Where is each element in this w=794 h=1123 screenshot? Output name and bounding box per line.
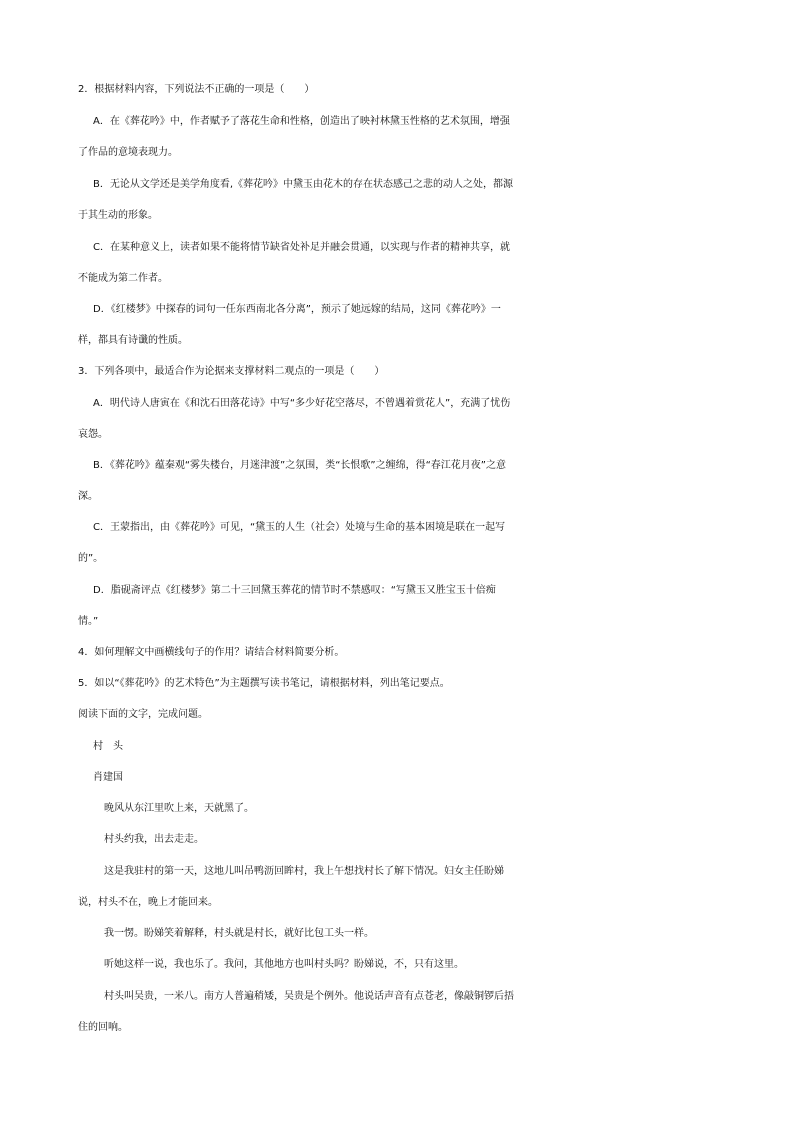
- q2-option-d: D．《红楼梦》中探春的词句一任东西南北各分离”，预示了她远嫁的结局，这同《葬花吟》一: [93, 304, 501, 315]
- q4-stem: 4．如何理解文中画横线句子的作用？请结合材料简要分析。: [78, 647, 345, 658]
- story-paragraph-6-cont: 住的回响。: [78, 1022, 128, 1033]
- story-title: 村 头: [93, 741, 123, 752]
- q5-stem: 5．如以“《葬花吟》的艺术特色”为主题撰写读书笔记，请根据材料，列出笔记要点。: [78, 678, 450, 689]
- q2-option-d-cont: 样，都具有诗谶的性质。: [78, 335, 188, 346]
- q2-option-a: A．在《葬花吟》中，作者赋予了落花生命和性格，创造出了映衬林黛玉性格的艺术氛围，增强: [93, 116, 510, 127]
- reading-intro: 阅读下面的文字，完成问题。: [78, 709, 208, 720]
- q3-option-b-cont: 深。: [78, 491, 98, 502]
- q3-stem: 3．下列各项中，最适合作为论据来支撑材料二观点的一项是（ ）: [78, 366, 385, 377]
- q2-option-c: C．在某种意义上，读者如果不能将情节缺省处补足并融会贯通，以实现与作者的精神共享，就: [93, 242, 510, 253]
- q3-option-a: A．明代诗人唐寅在《和沈石田落花诗》中写“多少好花空落尽，不曾遇着赏花人”，充满了忧伤: [93, 398, 511, 409]
- story-paragraph-1: 晚风从东江里吹上来，天就黑了。: [104, 803, 254, 814]
- q3-option-d-cont: 情。”: [78, 616, 99, 627]
- q2-option-b-cont: 于其生动的形象。: [78, 210, 158, 221]
- q3-option-c: C．王蒙指出，由《葬花吟》可见，“黛玉的人生（社会）处境与生命的基本困境是联在一起写: [93, 522, 506, 533]
- q3-option-a-cont: 哀怨。: [78, 429, 108, 440]
- story-paragraph-3-cont: 说，村头不在，晚上才能回来。: [78, 897, 218, 908]
- q2-option-c-cont: 不能成为第二作者。: [78, 273, 168, 284]
- q2-option-b: B．无论从文学还是美学角度看,《葬花吟》中黛玉由花木的存在状态感己之悲的动人之处，都源: [93, 179, 514, 190]
- q3-option-d: D．脂砚斋评点《红楼梦》第二十三回黛玉葬花的情节时不禁感叹：“写黛玉又胜宝玉十倍痴: [93, 585, 496, 596]
- q3-option-c-cont: 的”。: [78, 553, 104, 564]
- story-paragraph-2: 村头约我，出去走走。: [104, 834, 204, 845]
- q3-option-b: B．《葬花吟》蕴秦观“雾失楼台，月迷津渡”之氛围，类“长恨歌”之缠绵，得“春江花月夜”之意: [93, 460, 506, 471]
- story-paragraph-3: 这是我驻村的第一天，这地儿叫吊鸭沥回眸村，我上午想找村长了解下情况。妇女主任盼娣: [104, 866, 504, 877]
- story-paragraph-6: 村头叫吴贵，一米八。南方人普遍稍矮，吴贵是个例外。他说话声音有点苍老，像敲铜锣后捂: [104, 991, 514, 1002]
- q2-stem: 2．根据材料内容，下列说法不正确的一项是（ ）: [78, 84, 315, 95]
- story-author: 肖建国: [93, 772, 123, 783]
- story-paragraph-4: 我一愣。盼娣笑着解释，村头就是村长，就好比包工头一样。: [104, 928, 374, 939]
- q2-option-a-cont: 了作品的意境表现力。: [78, 147, 178, 158]
- story-paragraph-5: 听她这样一说，我也乐了。我问，其他地方也叫村头吗？盼娣说，不，只有这里。: [104, 959, 464, 970]
